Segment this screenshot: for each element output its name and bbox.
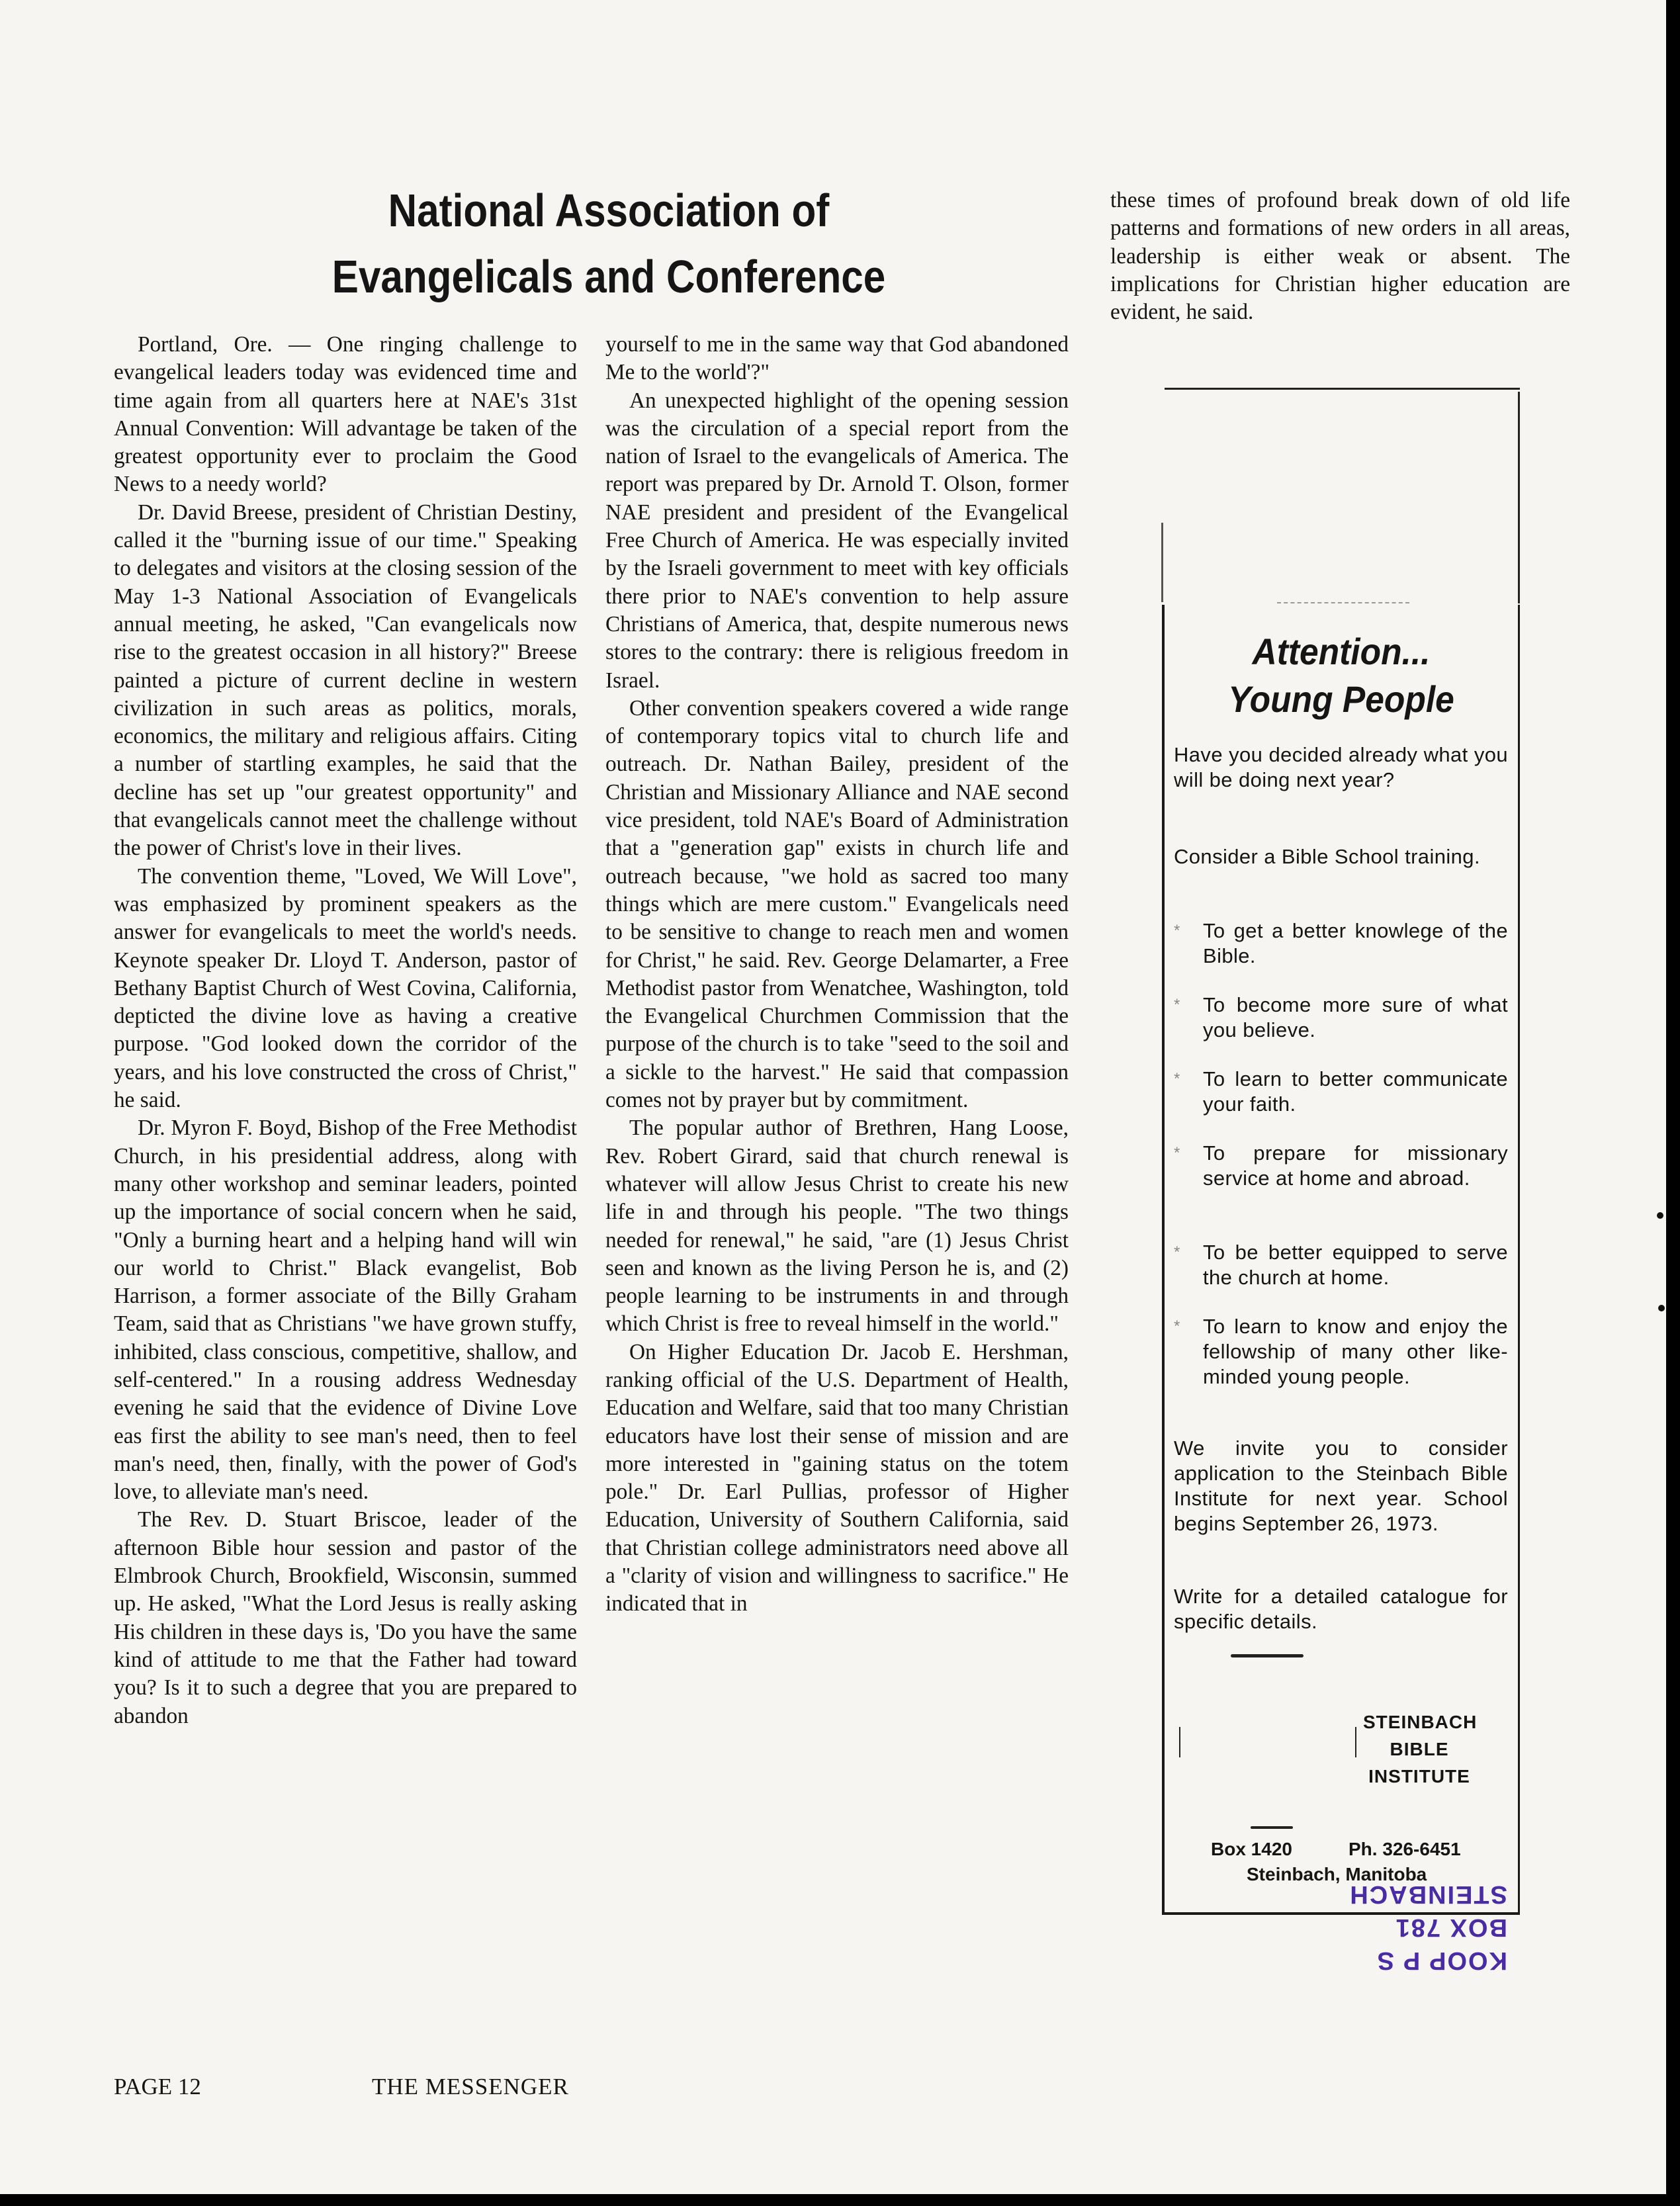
article-title-line-2: Evangelicals and Conference <box>332 251 886 302</box>
ad-divider <box>1251 1826 1293 1829</box>
ad-side-rule <box>1518 392 1520 603</box>
article-column-2 <box>605 331 1069 1618</box>
paragraph: On Higher Education Dr. Jacob E. Hershman, ranking official of the U.S. Department of Health, Education and Welfare, said that too many Christian educators have lost their sense of mission and are more interested in "gaining status on the totem pole." Dr. Earl Pullias, professor of Higher Education, University of Southern California, said that Christian college administrators need above all a "clarity of vision and willingness to sacrifice." He indicated that in <box>605 1339 1069 1616</box>
ad-phone: Ph. 326-6451 <box>1348 1839 1461 1859</box>
ad-bullet-text: To be better equipped to serve the church at home. <box>1203 1241 1508 1289</box>
ad-cut-line <box>1277 602 1409 603</box>
ad-bullet-text: To get a better knowlege of the Bible. <box>1203 919 1508 967</box>
asterisk-icon: * <box>1174 1317 1180 1335</box>
paragraph: yourself to me in the same way that God abandoned Me to the world'?" <box>605 332 1069 385</box>
stamp-line-2: BOX 781 <box>1394 1914 1507 1941</box>
stamp-line-3: STEINBACH <box>1348 1880 1507 1908</box>
article-title <box>290 177 927 310</box>
ad-bullet-item <box>1174 1067 1508 1117</box>
institute-line-3: INSTITUTE <box>1368 1766 1470 1787</box>
ad-left-rule <box>1161 523 1163 602</box>
paragraph: The Rev. D. Stuart Briscoe, leader of the afternoon Bible hour session and pastor of the Elmbrook Church, Brookfield, Wisconsin, summed up. He asked, "What the Lord Jesus is really asking His children in these days is, 'Do you have the same kind of attitude to me that the Father had toward you? Is it to such a degree that you are prepared to abandon <box>114 1507 577 1728</box>
ad-divider <box>1355 1727 1356 1757</box>
bible-institute-ad <box>1162 605 1520 1915</box>
asterisk-icon: * <box>1174 996 1180 1014</box>
binding-dot <box>1658 1305 1665 1311</box>
paragraph: Dr. Myron F. Boyd, Bishop of the Free Methodist Church, in his presidential address, along with many other workshop and seminar leaders, pointed up the importance of social concern when he said, "Only a burning heart and a helping hand will win our world to Christ." Black evangelist, Bob Harrison, a former associate of the Billy Graham Team, said that as Christians "we have grown stuffy, inhibited, class conscious, competitive, shallow, and self-centered." In a rousing address Wednesday evening he said that the evidence of Divine Love eas first the ability to see man's need, then to feel man's need, then, finally, with the power of God's love, to alleviate man's need. <box>114 1116 577 1505</box>
paragraph: Other convention speakers covered a wide range of contemporary topics vital to church life and outreach. Dr. Nathan Bailey, president of the Christian and Missionary Alliance and NAE second vice president, told NAE's Board of Administration that a "generation gap" exists in church life and outreach because, "we hold as sacred too many things which are mere custom." Evangelicals need to be sensitive to change to reach men and women for Christ," he said. Rev. George Delamarter, a Free Methodist pastor from Wenatchee, Washington, told the Evangelical Churchmen Commission that the purpose of the church is to take "seed to the soil and a sickle to the harvest." He said that compassion comes not by prayer but by commitment. <box>605 695 1069 1113</box>
asterisk-icon: * <box>1174 1070 1180 1088</box>
ad-bullet-item <box>1174 1314 1508 1390</box>
binding-dot <box>1657 1212 1663 1219</box>
ad-question: Have you decided already what you will be doing next year? <box>1174 743 1508 791</box>
article-column-1 <box>114 331 577 1730</box>
ad-city: Steinbach, Manitoba <box>1247 1864 1427 1884</box>
ad-consider: Consider a Bible School training. <box>1174 845 1480 868</box>
paragraph: An unexpected highlight of the opening session was the circulation of a special report from the nation of Israel to the evangelicals of America. The report was prepared by Dr. Arnold T. Olson, former NAE president and president of the Evangelical Free Church of America. He was especially invited by the Israeli government to meet with key officials there prior to NAE's convention to help assure Christians of America, that, despite numerous news stores to the contrary: there is religious freedom in Israel. <box>605 388 1069 693</box>
ad-top-rule <box>1165 388 1520 390</box>
ad-bullet-text: To prepare for missionary service at home and abroad. <box>1203 1141 1508 1190</box>
ad-write-note: Write for a detailed catalogue for specific details. <box>1174 1585 1508 1633</box>
paragraph: The popular author of Brethren, Hang Loose, Rev. Robert Girard, said that church renewal is whatever will allow Jesus Christ to create his new life in and through his people. "The two things needed for renewal," he said, "are (1) Jesus Christ seen and known as the living Person he is, and (2) people learning to be instruments in and through which Christ is free to reveal himself in the world." <box>605 1116 1069 1337</box>
article-column-3 <box>1110 187 1570 326</box>
institute-line-1: STEINBACH <box>1363 1712 1478 1732</box>
ad-heading-line-2: Young People <box>1228 678 1454 720</box>
ad-bullet-text: To learn to better communicate your faith. <box>1203 1067 1508 1116</box>
ad-bullet-text: To become more sure of what you believe. <box>1203 993 1508 1041</box>
ad-bullet-item <box>1174 1240 1508 1290</box>
institute-line-2: BIBLE <box>1390 1739 1449 1759</box>
ad-box: Box 1420 <box>1211 1839 1292 1859</box>
paragraph: Dr. David Breese, president of Christian Destiny, called it the "burning issue of our time." Speaking to delegates and visitors at the closing session of the May 1-3 National Association of Evangelicals annual meeting, he asked, "Can evangelicals now rise to the greatest occasion in all history?" Breese painted a picture of current decline in western civilization in such areas as politics, morals, economics, the military and religious affairs. Citing a number of startling examples, he said that the decline has set up "our greatest opportunity" and that evangelicals cannot meet the challenge without the power of Christ's love in their lives. <box>114 500 577 861</box>
asterisk-icon: * <box>1174 1243 1180 1261</box>
paragraph: these times of profound break down of old life patterns and formations of new orders in all areas, leadership is either weak or absent. The implications for Christian higher education are evident, he said. <box>1110 188 1570 325</box>
ad-heading-line-1: Attention... <box>1252 631 1431 672</box>
article-title-line-1: National Association of <box>388 185 830 236</box>
ad-bullet-item <box>1174 918 1508 969</box>
paragraph: Portland, Ore. — One ringing challenge to evangelical leaders today was evidenced time and time again from all quarters here at NAE's 31st Annual Convention: Will advantage be taken of the greatest opportunity ever to proclaim the Good News to a needy world? <box>114 332 577 497</box>
ad-divider <box>1179 1727 1180 1757</box>
institute-name <box>1363 1708 1476 1790</box>
ad-bullet-item <box>1174 993 1508 1043</box>
ad-divider <box>1231 1654 1304 1657</box>
asterisk-icon: * <box>1174 922 1180 940</box>
ad-bullet-text: To learn to know and enjoy the fellowship of many other like-minded young people. <box>1203 1315 1508 1388</box>
stamp-line-1: KOOP P S <box>1376 1947 1507 1974</box>
paragraph: The convention theme, "Loved, We Will Love", was emphasized by prominent speakers as the answer for evangelicals to meet the world's needs. Keynote speaker Dr. Lloyd T. Anderson, pastor of Bethany Baptist Church of West Covina, California, depticted the divine love as having a creative purpose. "God looked down the corridor of the years, and his love constructed the cross of Christ," he said. <box>114 863 577 1113</box>
ad-bullet-item <box>1174 1141 1508 1191</box>
address-stamp <box>1309 1878 1507 1977</box>
publication-name: THE MESSENGER <box>372 2074 569 2099</box>
ad-invitation: We invite you to consider application to the Steinbach Bible Institute for next year. School begins September 26, 1973. <box>1174 1436 1508 1535</box>
asterisk-icon: * <box>1174 1144 1180 1162</box>
page-number: PAGE 12 <box>114 2074 201 2099</box>
